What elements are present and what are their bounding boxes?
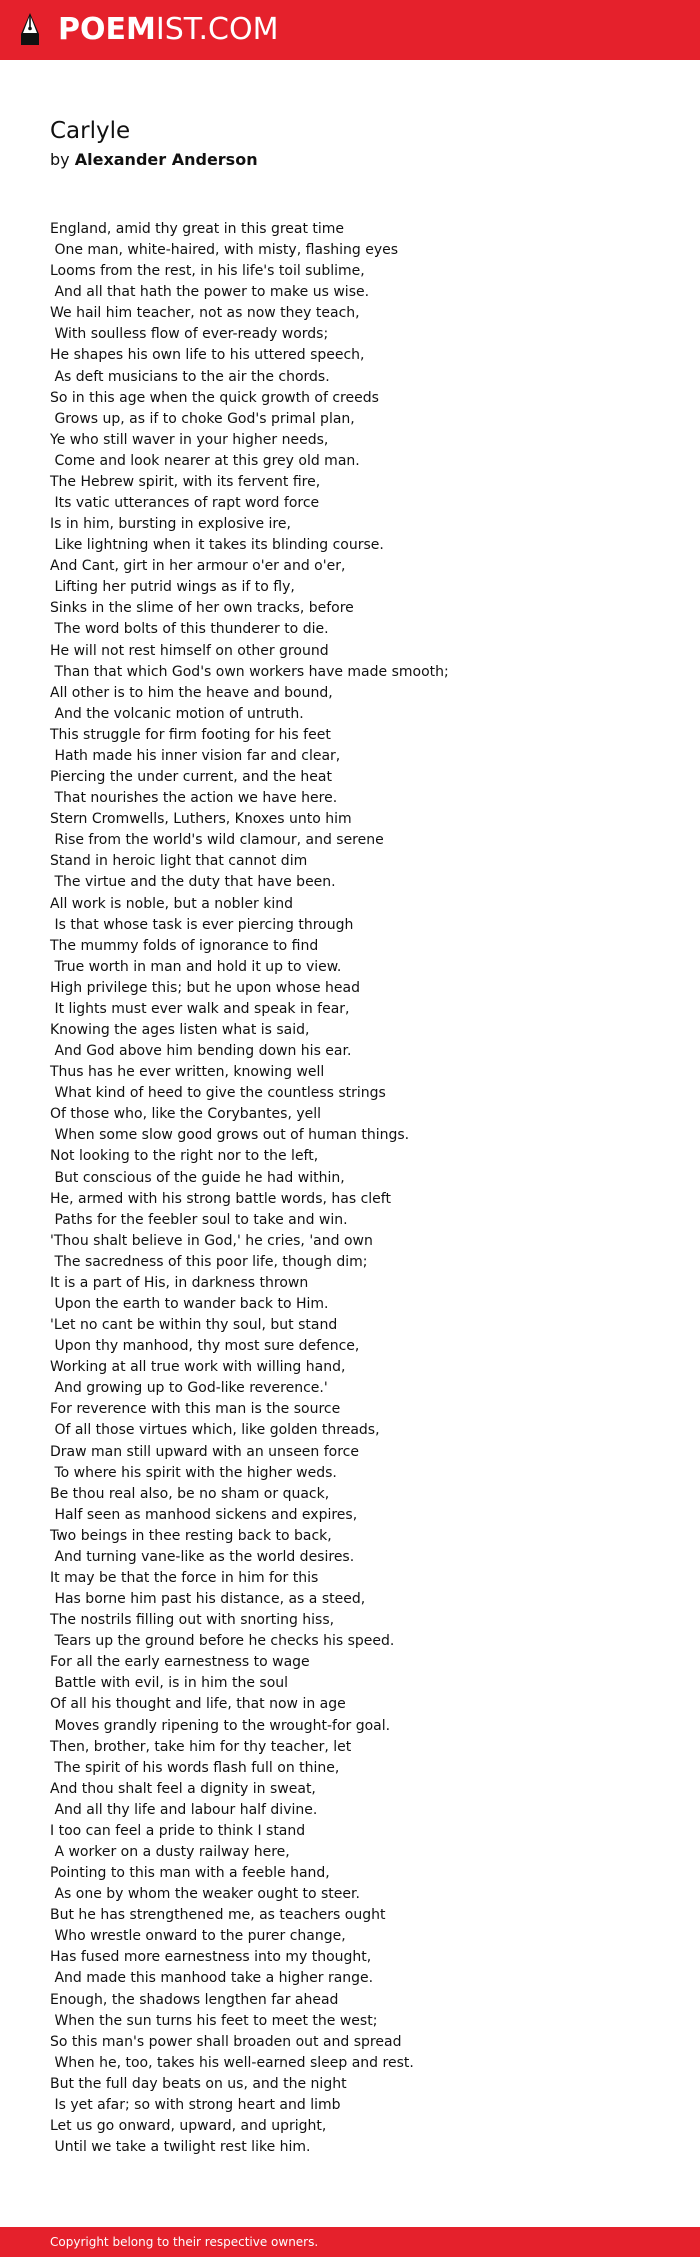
poem-line: The virtue and the duty that have been. — [50, 874, 336, 891]
poem-line: Two beings in thee resting back to back, — [50, 1527, 332, 1544]
poem-line: As one by whom the weaker ought to steer. — [50, 1886, 360, 1903]
poem-line: Hath made his inner vision far and clear, — [50, 747, 341, 764]
poem-line: Like lightning when it takes its blinding course. — [50, 537, 384, 554]
poem-line: So this man's power shall broaden out and spread — [50, 2033, 402, 2050]
poem-line: What kind of heed to give the countless strings — [50, 1085, 386, 1102]
poem-title: Carlyle — [50, 118, 131, 144]
brand-bold: POEM — [58, 12, 156, 47]
poem-line: Draw man still upward with an unseen force — [50, 1443, 359, 1460]
poem-line: Working at all true work with willing hand, — [50, 1359, 346, 1376]
poem-line: The mummy folds of ignorance to find — [50, 937, 319, 954]
poem-line: Of all those virtues which, like golden threads, — [50, 1422, 380, 1439]
poem-line: It may be that the force in him for this — [50, 1570, 319, 1586]
poem-line: Moves grandly ripening to the wrought-for goal. — [50, 1717, 391, 1734]
poem-line: And God above him bending down his ear. — [50, 1043, 352, 1060]
poem-line: When the sun turns his feet to meet the west; — [50, 2012, 378, 2029]
poem-line: Battle with evil, is in him the soul — [50, 1675, 289, 1692]
poem-line: And all that hath the power to make us wise. — [50, 284, 370, 301]
poem-byline — [50, 149, 650, 171]
poem-line: I too can feel a pride to think I stand — [50, 1822, 306, 1839]
poem-line: Come and look nearer at this grey old man. — [50, 452, 360, 469]
brand-light: IST.COM — [155, 12, 279, 47]
poem-line: Then, brother, take him for thy teacher, let — [50, 1738, 352, 1755]
poem-line: When he, too, takes his well-earned sleep and rest. — [50, 2054, 414, 2071]
poem-line: Of those who, like the Corybantes, yell — [50, 1106, 322, 1123]
poem-line: Not looking to the right nor to the left, — [50, 1148, 319, 1165]
poem-line: Has fused more earnestness into my thought, — [50, 1949, 372, 1966]
poem-line: Enough, the shadows lengthen far ahead — [50, 1991, 339, 2008]
poem-line: It lights must ever walk and speak in fear, — [50, 1000, 350, 1017]
poem-line: Thus has he ever written, knowing well — [50, 1064, 325, 1081]
poem-line: 'Let no cant be within thy soul, but stand — [50, 1317, 338, 1334]
poem-line: High privilege this; but he upon whose head — [50, 979, 360, 996]
poem-line: Stern Cromwells, Luthers, Knoxes unto him — [50, 811, 352, 828]
poem-line: He shapes his own life to his uttered speech, — [50, 347, 365, 364]
poem-line: Ye who still waver in your higher needs, — [50, 431, 329, 448]
poem-line: All other is to him the heave and bound, — [50, 684, 333, 701]
poem-line: Stand in heroic light that cannot dim — [50, 853, 308, 870]
poem-line: And all thy life and labour half divine. — [50, 1801, 318, 1818]
poem-line: And the volcanic motion of untruth. — [50, 705, 304, 722]
poem-line: Is in him, bursting in explosive ire, — [50, 516, 291, 533]
poem-line: With soulless flow of ever-ready words; — [50, 326, 329, 343]
author-link[interactable]: Alexander Anderson — [74, 150, 258, 169]
poem-line: This struggle for firm footing for his feet — [50, 726, 331, 743]
poem-line: The spirit of his words flash full on thine, — [50, 1759, 340, 1776]
poem-line: All work is noble, but a nobler kind — [50, 895, 294, 912]
poem-line: And turning vane-like as the world desires. — [50, 1548, 355, 1565]
poem-line: For reverence with this man is the source — [50, 1401, 341, 1418]
poem-line: As deft musicians to the air the chords. — [50, 368, 330, 385]
copyright-text: Copyright belong to their respective owners. — [50, 2235, 319, 2249]
poem-line: Of all his thought and life, that now in age — [50, 1696, 346, 1713]
poem-line: The Hebrew spirit, with its fervent fire, — [50, 473, 321, 490]
poem-line: The word bolts of this thunderer to die. — [50, 621, 329, 638]
poem-line: Knowing the ages listen what is said, — [50, 1021, 310, 1038]
poem-line: Is that whose task is ever piercing through — [50, 916, 354, 933]
poem-line: That nourishes the action we have here. — [50, 790, 338, 807]
poem-line: England, amid thy great in this great time — [50, 221, 345, 237]
poem-line: He, armed with his strong battle words, has cleft — [50, 1190, 391, 1207]
poem-line: When some slow good grows out of human things. — [50, 1127, 410, 1144]
poem-line: So in this age when the quick growth of creeds — [50, 389, 379, 406]
poem-line: For all the early earnestness to wage — [50, 1654, 310, 1671]
poem-line: Upon the earth to wander back to Him. — [50, 1295, 329, 1312]
poem-line: And made this manhood take a higher range. — [50, 1970, 374, 1987]
poem-line: Lifting her putrid wings as if to fly, — [50, 579, 295, 596]
site-logo-link[interactable] — [18, 12, 278, 48]
poem-line: And Cant, girt in her armour o'er and o'er, — [50, 558, 346, 575]
poem-line: We hail him teacher, not as now they teach, — [50, 305, 360, 322]
poem-line: Grows up, as if to choke God's primal plan, — [50, 410, 355, 427]
poem-line: Looms from the rest, in his life's toil sublime, — [50, 263, 365, 280]
poem-line: Let us go onward, upward, and upright, — [50, 2118, 327, 2135]
site-footer — [0, 2227, 700, 2257]
poem-line: To where his spirit with the higher weds. — [50, 1464, 337, 1481]
poem-line: Rise from the world's wild clamour, and serene — [50, 832, 384, 849]
poem-line: Is yet afar; so with strong heart and limb — [50, 2096, 341, 2113]
poem-line: The nostrils filling out with snorting hiss, — [50, 1612, 335, 1629]
pen-nib-icon — [18, 12, 42, 48]
poem-line: One man, white-haired, with misty, flashing eyes — [50, 242, 399, 259]
poem-line: Its vatic utterances of rapt word force — [50, 495, 320, 512]
poem-line: Half seen as manhood sickens and expires, — [50, 1506, 358, 1523]
poem-line: Paths for the feebler soul to take and win. — [50, 1211, 348, 1228]
poem-line: Be thou real also, be no sham or quack, — [50, 1485, 330, 1502]
poem-line: And growing up to God-like reverence.' — [50, 1380, 328, 1397]
poem-line: Piercing the under current, and the heat — [50, 769, 332, 786]
poem-line: But conscious of the guide he had within, — [50, 1169, 345, 1186]
poem-header — [50, 113, 650, 171]
poem-line: It is a part of His, in darkness thrown — [50, 1274, 309, 1291]
poem-body — [50, 219, 670, 2158]
poem-line: And thou shalt feel a dignity in sweat, — [50, 1780, 316, 1797]
poem-line: 'Thou shalt believe in God,' he cries, 'and own — [50, 1232, 373, 1249]
poem-line: Has borne him past his distance, as a steed, — [50, 1591, 366, 1608]
poem-line: Until we take a twilight rest like him. — [50, 2139, 311, 2156]
poem-line: Who wrestle onward to the purer change, — [50, 1928, 346, 1945]
poem-line: Upon thy manhood, thy most sure defence, — [50, 1338, 360, 1355]
poem-line: The sacredness of this poor life, though dim; — [50, 1253, 368, 1270]
poem-line: Than that which God's own workers have made smooth; — [50, 663, 449, 680]
poem-line: But he has strengthened me, as teachers ought — [50, 1907, 386, 1924]
poem-line: But the full day beats on us, and the night — [50, 2075, 347, 2092]
poem-line: Sinks in the slime of her own tracks, before — [50, 600, 354, 617]
site-brand — [58, 12, 279, 47]
by-label: by — [50, 150, 70, 169]
poem-line: He will not rest himself on other ground — [50, 642, 329, 659]
poem-line: A worker on a dusty railway here, — [50, 1844, 290, 1861]
poem-line: True worth in man and hold it up to view. — [50, 958, 342, 975]
site-header — [0, 0, 700, 60]
poem-line: Tears up the ground before he checks his speed. — [50, 1633, 395, 1650]
poem-line: Pointing to this man with a feeble hand, — [50, 1865, 330, 1882]
